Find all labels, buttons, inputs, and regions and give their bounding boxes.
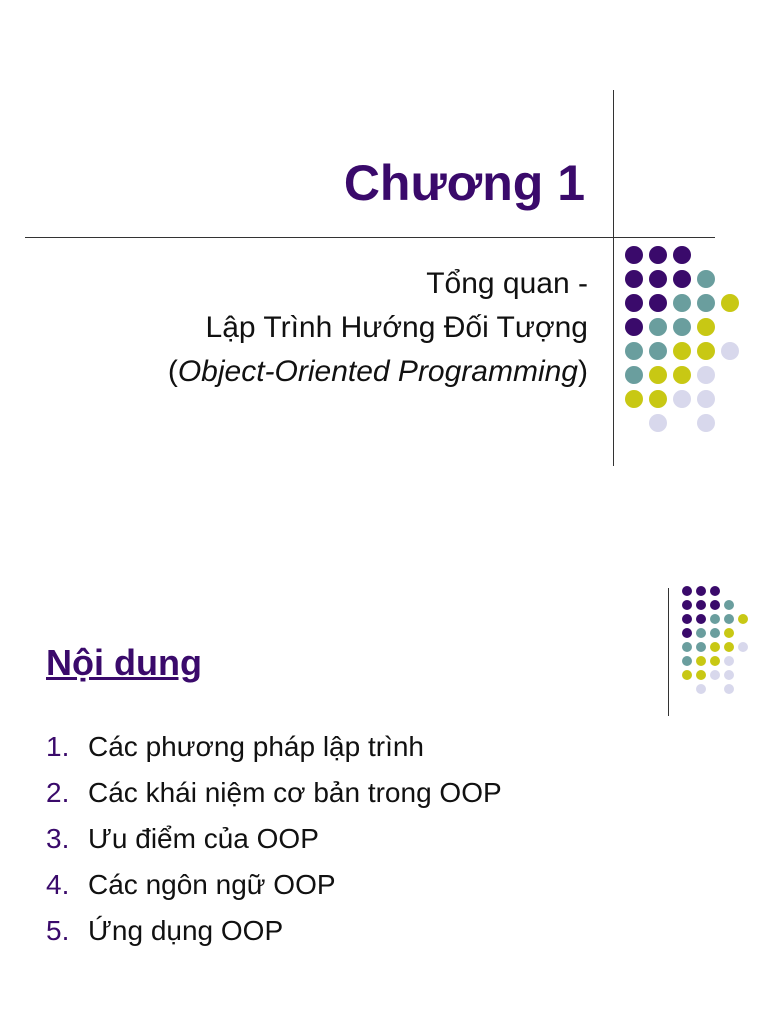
- decorative-dot: [649, 318, 667, 336]
- decorative-dot: [696, 642, 706, 652]
- agenda-item-text: Ứng dụng OOP: [88, 915, 284, 946]
- decorative-dot: [625, 318, 643, 336]
- agenda-item-number: 5.: [46, 915, 70, 946]
- agenda-item-text: Các khái niệm cơ bản trong OOP: [88, 777, 502, 808]
- agenda-item-text: Ưu điểm của OOP: [88, 823, 319, 854]
- decorative-dot: [697, 414, 715, 432]
- decorative-dot: [625, 342, 643, 360]
- agenda-item-number: 2.: [46, 777, 70, 808]
- decorative-dot: [625, 246, 643, 264]
- agenda-title: Nội dung: [46, 642, 202, 683]
- subtitle-line-2: Lập Trình Hướng Đối Tượng: [205, 311, 588, 344]
- decorative-dot: [697, 366, 715, 384]
- vertical-divider: [668, 588, 669, 716]
- agenda-item: [46, 816, 502, 862]
- slide-title: Chương 1: [343, 155, 585, 211]
- decorative-dot: [697, 318, 715, 336]
- decorative-dot: [682, 600, 692, 610]
- vertical-divider: [613, 90, 614, 466]
- decorative-dot: [649, 414, 667, 432]
- decorative-dot: [738, 614, 748, 624]
- agenda-list: [46, 724, 502, 954]
- decorative-dot: [696, 600, 706, 610]
- decorative-dot: [724, 656, 734, 666]
- decorative-dot: [710, 642, 720, 652]
- decorative-dot: [724, 670, 734, 680]
- agenda-item-number: 4.: [46, 869, 70, 900]
- decorative-dot: [673, 366, 691, 384]
- decorative-dot: [673, 246, 691, 264]
- decorative-dot: [682, 628, 692, 638]
- agenda-slide: [0, 512, 768, 1024]
- subtitle-paren-close: ): [578, 355, 588, 388]
- decorative-dot: [682, 642, 692, 652]
- decorative-dot: [738, 642, 748, 652]
- agenda-item: [46, 770, 502, 816]
- slide-subtitle: [168, 262, 588, 394]
- decorative-dot: [682, 670, 692, 680]
- decorative-dot: [649, 342, 667, 360]
- subtitle-paren-open: (: [167, 355, 178, 388]
- decorative-dot: [625, 390, 643, 408]
- decorative-dot: [625, 294, 643, 312]
- agenda-item: [46, 724, 502, 770]
- decorative-dot: [710, 614, 720, 624]
- decorative-dot: [710, 600, 720, 610]
- decorative-dot: [696, 656, 706, 666]
- agenda-item: [46, 908, 502, 954]
- horizontal-divider: [25, 237, 715, 238]
- decorative-dot: [649, 270, 667, 288]
- subtitle-english: Object-Oriented Programming: [177, 355, 578, 388]
- decorative-dot: [697, 342, 715, 360]
- decorative-dot: [696, 586, 706, 596]
- decorative-dot: [649, 390, 667, 408]
- decorative-dot: [721, 342, 739, 360]
- decorative-dot: [697, 390, 715, 408]
- decorative-dot: [696, 614, 706, 624]
- decorative-dot: [673, 318, 691, 336]
- decorative-dot: [710, 656, 720, 666]
- decorative-dot: [724, 642, 734, 652]
- agenda-item-text: Các ngôn ngữ OOP: [88, 869, 336, 900]
- agenda-item-number: 1.: [46, 731, 70, 762]
- decorative-dot: [682, 656, 692, 666]
- decorative-dot: [682, 614, 692, 624]
- decorative-dot: [673, 390, 691, 408]
- decorative-dot: [673, 342, 691, 360]
- decorative-dot: [649, 366, 667, 384]
- subtitle-line-3: [168, 350, 588, 394]
- decorative-dot: [697, 294, 715, 312]
- decorative-dot: [697, 270, 715, 288]
- agenda-item-text: Các phương pháp lập trình: [88, 731, 424, 762]
- decorative-dot: [625, 366, 643, 384]
- decorative-dot: [724, 628, 734, 638]
- decorative-dot: [724, 614, 734, 624]
- agenda-item-number: 3.: [46, 823, 70, 854]
- decorative-dot: [673, 270, 691, 288]
- decorative-dot: [710, 628, 720, 638]
- decorative-dot: [696, 670, 706, 680]
- decorative-dot: [649, 294, 667, 312]
- decorative-dot: [649, 246, 667, 264]
- decorative-dot: [724, 600, 734, 610]
- decorative-dot: [724, 684, 734, 694]
- decorative-dot: [710, 586, 720, 596]
- agenda-item: [46, 862, 502, 908]
- decorative-dot: [696, 684, 706, 694]
- decorative-dot: [673, 294, 691, 312]
- decorative-dot: [710, 670, 720, 680]
- subtitle-line-1: Tổng quan -: [426, 267, 588, 300]
- decorative-dot: [682, 586, 692, 596]
- decorative-dot: [696, 628, 706, 638]
- decorative-dot: [625, 270, 643, 288]
- decorative-dot: [721, 294, 739, 312]
